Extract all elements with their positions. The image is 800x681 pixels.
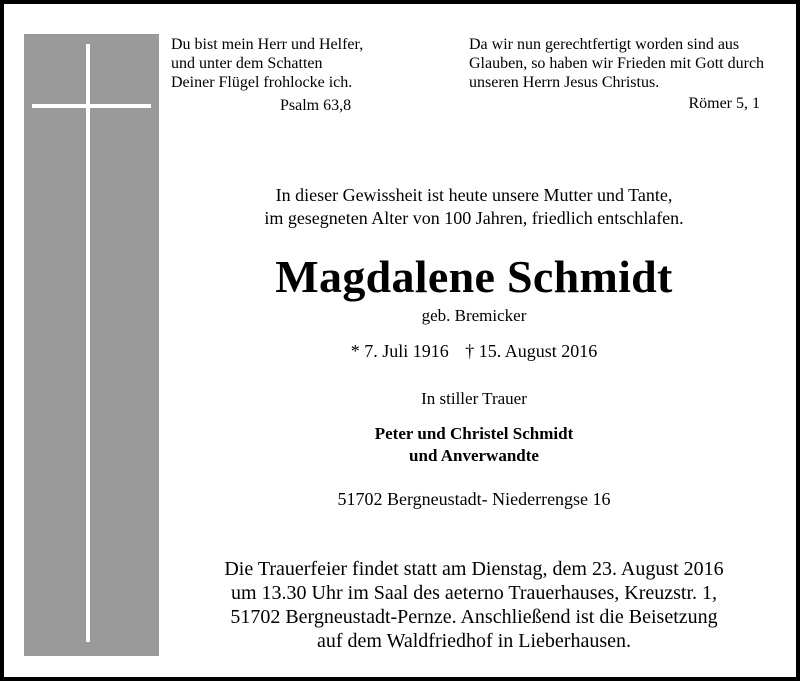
funeral-notice <box>164 557 784 653</box>
verse-left-line: und unter dem Schatten <box>171 55 323 72</box>
verse-right <box>469 35 789 92</box>
verse-left-reference: Psalm 63,8 <box>280 97 352 114</box>
birth-date: * 7. Juli 1916 <box>350 341 449 361</box>
funeral-line: 51702 Bergneustadt-Pernze. Anschließend ist die Beisetzung <box>230 606 718 628</box>
deceased-name: Magdalene Schmidt <box>275 251 673 302</box>
born-name: geb. Bremicker <box>421 306 527 325</box>
death-date: † 15. August 2016 <box>465 341 598 361</box>
funeral-line: um 13.30 Uhr im Saal des aeterno Trauerhauses, Kreuzstr. 1, <box>230 582 717 604</box>
family-names <box>164 423 784 467</box>
obituary-card <box>3 3 797 678</box>
intro-text <box>164 184 784 230</box>
verse-right-reference: Römer 5, 1 <box>688 95 760 112</box>
verse-right-line: unseren Herrn Jesus Christus. <box>469 74 660 91</box>
funeral-line: auf dem Waldfriedhof in Lieberhausen. <box>316 630 631 652</box>
verse-left <box>171 35 421 92</box>
family-line: und Anverwandte <box>409 446 539 465</box>
verse-right-line: Glauben, so haben wir Frieden mit Gott durch <box>469 55 765 72</box>
verse-left-line: Deiner Flügel frohlocke ich. <box>171 74 353 91</box>
verse-left-line: Du bist mein Herr und Helfer, <box>171 36 364 53</box>
intro-line: In dieser Gewissheit ist heute unsere Mutter und Tante, <box>275 185 673 205</box>
cross-panel <box>24 34 159 656</box>
intro-line: im gesegneten Alter von 100 Jahren, friedlich entschlafen. <box>264 208 684 228</box>
funeral-line: Die Trauerfeier findet statt am Dienstag, dem 23. August 2016 <box>224 558 724 580</box>
life-dates <box>164 340 784 362</box>
verse-right-line: Da wir nun gerechtfertigt worden sind aus <box>469 36 740 53</box>
family-address: 51702 Bergneustadt- Niederrengse 16 <box>337 489 611 509</box>
cross-vertical-bar <box>86 44 90 642</box>
cross-horizontal-bar <box>32 104 151 108</box>
family-line: Peter und Christel Schmidt <box>374 424 574 443</box>
mourning-label: In stiller Trauer <box>421 389 527 408</box>
